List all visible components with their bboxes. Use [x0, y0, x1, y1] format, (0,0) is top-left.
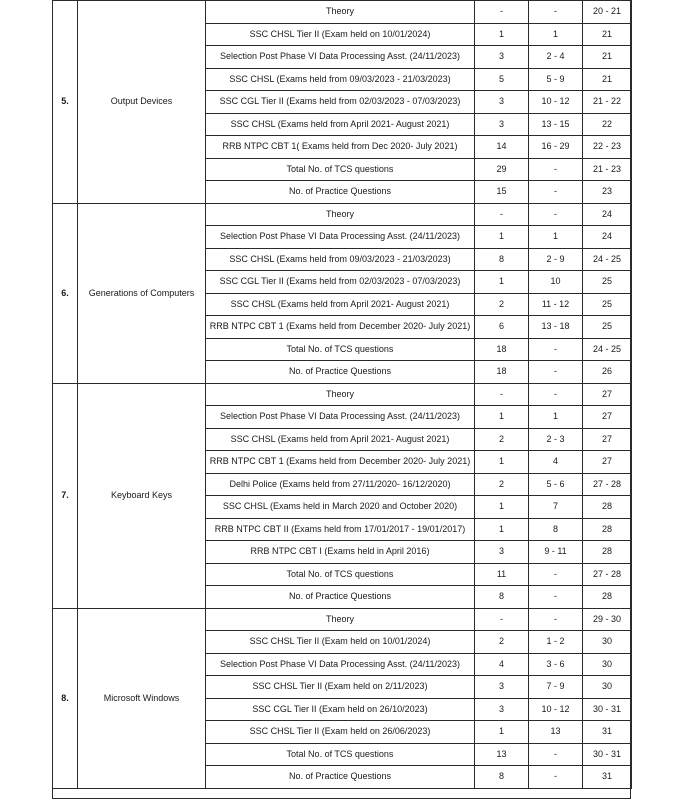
exam-source-cell: SSC CHSL (Exams held from April 2021- August 2021) — [206, 113, 475, 136]
question-count-cell: 3 — [475, 541, 529, 564]
question-numbers-cell: 9 - 11 — [529, 541, 583, 564]
table-body — [53, 1, 632, 789]
page-number-cell: 24 — [583, 226, 632, 249]
page-number-cell: 30 — [583, 676, 632, 699]
question-numbers-cell: 1 - 2 — [529, 631, 583, 654]
table-row — [53, 608, 632, 631]
question-numbers-cell: 13 — [529, 721, 583, 744]
question-numbers-cell: 16 - 29 — [529, 136, 583, 159]
exam-source-cell: RRB NTPC CBT II (Exams held from 17/01/2017 - 19/01/2017) — [206, 518, 475, 541]
exam-source-cell: No. of Practice Questions — [206, 181, 475, 204]
question-count-cell: 2 — [475, 473, 529, 496]
question-count-cell: 1 — [475, 226, 529, 249]
question-numbers-cell: 1 — [529, 23, 583, 46]
exam-source-cell: Theory — [206, 608, 475, 631]
page-number-cell: 22 — [583, 113, 632, 136]
table-row — [53, 1, 632, 24]
question-numbers-cell: 11 - 12 — [529, 293, 583, 316]
page-number-cell: 28 — [583, 518, 632, 541]
question-numbers-cell: 8 — [529, 518, 583, 541]
page-number-cell: 25 — [583, 271, 632, 294]
page-number-cell: 24 - 25 — [583, 338, 632, 361]
question-numbers-cell: 10 — [529, 271, 583, 294]
exam-source-cell: SSC CHSL Tier II (Exam held on 10/01/2024) — [206, 631, 475, 654]
page-number-cell: 25 — [583, 293, 632, 316]
question-count-cell: 3 — [475, 698, 529, 721]
page-number-cell: 27 — [583, 383, 632, 406]
page-number-cell: 31 — [583, 766, 632, 789]
question-numbers-cell: - — [529, 563, 583, 586]
exam-source-cell: No. of Practice Questions — [206, 361, 475, 384]
exam-source-cell: Selection Post Phase VI Data Processing Asst. (24/11/2023) — [206, 226, 475, 249]
question-count-cell: 18 — [475, 338, 529, 361]
exam-source-cell: SSC CHSL (Exams held in March 2020 and October 2020) — [206, 496, 475, 519]
question-numbers-cell: - — [529, 338, 583, 361]
chapter-topic: Output Devices — [78, 1, 206, 204]
exam-source-cell: SSC CHSL (Exams held from April 2021- August 2021) — [206, 293, 475, 316]
question-count-cell: 6 — [475, 316, 529, 339]
question-count-cell: 13 — [475, 743, 529, 766]
page-number-cell: 27 - 28 — [583, 563, 632, 586]
question-count-cell: - — [475, 1, 529, 24]
question-numbers-cell: 2 - 3 — [529, 428, 583, 451]
exam-source-cell: Theory — [206, 203, 475, 226]
syllabus-table — [52, 0, 632, 789]
question-count-cell: - — [475, 203, 529, 226]
exam-source-cell: RRB NTPC CBT 1( Exams held from Dec 2020- July 2021) — [206, 136, 475, 159]
page-number-cell: 23 — [583, 181, 632, 204]
page-number-cell: 20 - 21 — [583, 1, 632, 24]
page-number-cell: 31 — [583, 721, 632, 744]
page-number-cell: 21 — [583, 46, 632, 69]
exam-source-cell: SSC CGL Tier II (Exams held from 02/03/2023 - 07/03/2023) — [206, 271, 475, 294]
question-count-cell: 2 — [475, 631, 529, 654]
exam-source-cell: SSC CHSL (Exams held from 09/03/2023 - 21/03/2023) — [206, 68, 475, 91]
exam-source-cell: Total No. of TCS questions — [206, 338, 475, 361]
exam-source-cell: Theory — [206, 383, 475, 406]
page-number-cell: 28 — [583, 541, 632, 564]
question-numbers-cell: - — [529, 158, 583, 181]
exam-source-cell: SSC CHSL (Exams held from 09/03/2023 - 21/03/2023) — [206, 248, 475, 271]
question-count-cell: 3 — [475, 91, 529, 114]
exam-source-cell: SSC CGL Tier II (Exams held from 02/03/2023 - 07/03/2023) — [206, 91, 475, 114]
page-number-cell: 27 — [583, 428, 632, 451]
page-number-cell: 29 - 30 — [583, 608, 632, 631]
page-number-cell: 27 - 28 — [583, 473, 632, 496]
chapter-number: 7. — [53, 383, 78, 608]
page-number-cell: 25 — [583, 316, 632, 339]
page-number-cell: 26 — [583, 361, 632, 384]
question-numbers-cell: 13 - 15 — [529, 113, 583, 136]
chapter-topic: Microsoft Windows — [78, 608, 206, 788]
page-number-cell: 21 — [583, 68, 632, 91]
question-count-cell: 4 — [475, 653, 529, 676]
question-numbers-cell: 13 - 18 — [529, 316, 583, 339]
page-number-cell: 24 — [583, 203, 632, 226]
question-numbers-cell: - — [529, 203, 583, 226]
chapter-number: 8. — [53, 608, 78, 788]
question-count-cell: 15 — [475, 181, 529, 204]
chapter-number: 6. — [53, 203, 78, 383]
exam-source-cell: SSC CHSL Tier II (Exam held on 10/01/2024) — [206, 23, 475, 46]
exam-source-cell: No. of Practice Questions — [206, 766, 475, 789]
question-count-cell: 1 — [475, 721, 529, 744]
question-count-cell: 1 — [475, 406, 529, 429]
question-count-cell: 8 — [475, 586, 529, 609]
question-count-cell: 1 — [475, 451, 529, 474]
page-number-cell: 21 - 23 — [583, 158, 632, 181]
question-numbers-cell: 5 - 9 — [529, 68, 583, 91]
exam-source-cell: Selection Post Phase VI Data Processing Asst. (24/11/2023) — [206, 653, 475, 676]
exam-source-cell: Selection Post Phase VI Data Processing Asst. (24/11/2023) — [206, 46, 475, 69]
question-count-cell: 2 — [475, 428, 529, 451]
question-numbers-cell: 1 — [529, 406, 583, 429]
exam-source-cell: No. of Practice Questions — [206, 586, 475, 609]
exam-source-cell: SSC CGL Tier II (Exam held on 26/10/2023) — [206, 698, 475, 721]
question-numbers-cell: - — [529, 383, 583, 406]
exam-source-cell: Total No. of TCS questions — [206, 743, 475, 766]
exam-source-cell: SSC CHSL Tier II (Exam held on 2/11/2023) — [206, 676, 475, 699]
question-count-cell: 1 — [475, 271, 529, 294]
question-count-cell: 3 — [475, 113, 529, 136]
page-number-cell: 21 — [583, 23, 632, 46]
table-row — [53, 383, 632, 406]
exam-source-cell: Total No. of TCS questions — [206, 158, 475, 181]
exam-source-cell: RRB NTPC CBT 1 (Exams held from December 2020- July 2021) — [206, 316, 475, 339]
page-number-cell: 22 - 23 — [583, 136, 632, 159]
question-count-cell: 18 — [475, 361, 529, 384]
question-count-cell: 3 — [475, 676, 529, 699]
page-number-cell: 27 — [583, 451, 632, 474]
question-numbers-cell: 1 — [529, 226, 583, 249]
question-count-cell: - — [475, 383, 529, 406]
question-numbers-cell: - — [529, 608, 583, 631]
chapter-topic: Keyboard Keys — [78, 383, 206, 608]
page-number-cell: 24 - 25 — [583, 248, 632, 271]
question-numbers-cell: - — [529, 361, 583, 384]
exam-source-cell: RRB NTPC CBT 1 (Exams held from December 2020- July 2021) — [206, 451, 475, 474]
question-numbers-cell: 2 - 4 — [529, 46, 583, 69]
question-count-cell: 11 — [475, 563, 529, 586]
question-numbers-cell: 10 - 12 — [529, 91, 583, 114]
question-count-cell: 5 — [475, 68, 529, 91]
page-number-cell: 30 — [583, 631, 632, 654]
question-count-cell: 14 — [475, 136, 529, 159]
question-numbers-cell: 10 - 12 — [529, 698, 583, 721]
question-count-cell: 2 — [475, 293, 529, 316]
question-numbers-cell: - — [529, 743, 583, 766]
question-numbers-cell: 5 - 6 — [529, 473, 583, 496]
question-numbers-cell: 7 - 9 — [529, 676, 583, 699]
question-numbers-cell: 7 — [529, 496, 583, 519]
question-numbers-cell: - — [529, 766, 583, 789]
page-number-cell: 28 — [583, 496, 632, 519]
exam-source-cell: Total No. of TCS questions — [206, 563, 475, 586]
question-count-cell: 8 — [475, 766, 529, 789]
page-number-cell: 21 - 22 — [583, 91, 632, 114]
page-number-cell: 27 — [583, 406, 632, 429]
question-numbers-cell: 4 — [529, 451, 583, 474]
exam-source-cell: RRB NTPC CBT I (Exams held in April 2016) — [206, 541, 475, 564]
page-number-cell: 30 - 31 — [583, 743, 632, 766]
exam-source-cell: SSC CHSL Tier II (Exam held on 26/06/2023) — [206, 721, 475, 744]
question-count-cell: 1 — [475, 23, 529, 46]
question-count-cell: 8 — [475, 248, 529, 271]
exam-source-cell: Delhi Police (Exams held from 27/11/2020- 16/12/2020) — [206, 473, 475, 496]
question-numbers-cell: 3 - 6 — [529, 653, 583, 676]
chapter-number: 5. — [53, 1, 78, 204]
page-number-cell: 30 - 31 — [583, 698, 632, 721]
page-number-cell: 28 — [583, 586, 632, 609]
exam-source-cell: Selection Post Phase VI Data Processing Asst. (24/11/2023) — [206, 406, 475, 429]
question-count-cell: 29 — [475, 158, 529, 181]
question-numbers-cell: - — [529, 181, 583, 204]
question-count-cell: 1 — [475, 496, 529, 519]
exam-source-cell: Theory — [206, 1, 475, 24]
chapter-topic: Generations of Computers — [78, 203, 206, 383]
page-number-cell: 30 — [583, 653, 632, 676]
question-numbers-cell: - — [529, 1, 583, 24]
question-count-cell: 3 — [475, 46, 529, 69]
question-numbers-cell: - — [529, 586, 583, 609]
question-count-cell: - — [475, 608, 529, 631]
question-numbers-cell: 2 - 9 — [529, 248, 583, 271]
table-row — [53, 203, 632, 226]
question-count-cell: 1 — [475, 518, 529, 541]
exam-source-cell: SSC CHSL (Exams held from April 2021- August 2021) — [206, 428, 475, 451]
